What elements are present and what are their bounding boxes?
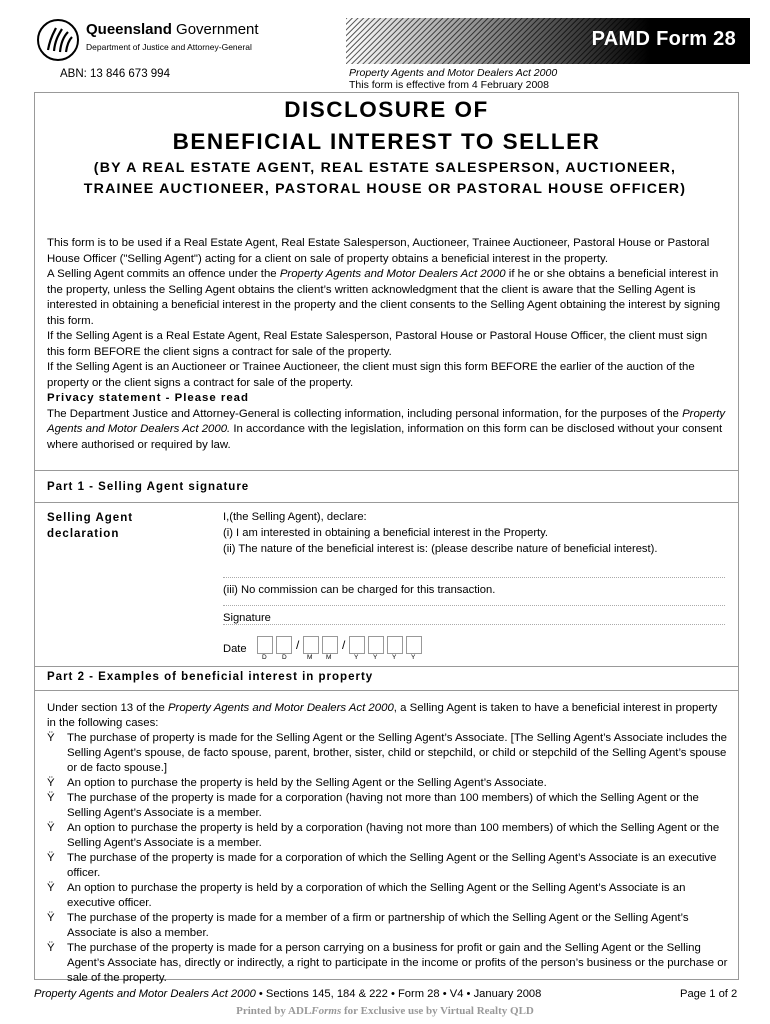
list-item: Ÿ The purchase of the property is made for a corporation of which the Selling Agent or the Selling Agent’s Associate is an executive officer. xyxy=(47,852,717,879)
privacy-statement: The Department Justice and Attorney-General is collecting information, including personal information, for the purposes of the Property Agents and Motor Dealers Act 2000. In accordance with the legislation, information on this form can be disclosed without your consent where authorised or required by law. xyxy=(47,407,726,451)
header-act-name: Property Agents and Motor Dealers Act 2000 xyxy=(349,67,558,79)
declaration-item-iii: (iii) No commission can be charged for this transaction. xyxy=(223,584,496,596)
examples-intro: Under section 13 of the Property Agents and Motor Dealers Act 2000, a Selling Agent is taken to have a beneficial interest in property in the following cases: xyxy=(47,702,718,729)
list-item: Ÿ The purchase of the property is made for a person carrying on a business for profit or gain and the Selling Agent or the Selling Agent’s Associate has, directly or indirectly, a right to participate in the income or profits of the person’s business or the purchase or sale of the property. xyxy=(47,942,728,984)
date-separator: / xyxy=(296,638,300,652)
date-letter: D xyxy=(282,654,287,661)
signature-label: Signature xyxy=(223,612,271,624)
form-subtitle: (BY A REAL ESTATE AGENT, REAL ESTATE SALESPERSON, AUCTIONEER, TRAINEE AUCTIONEER, PASTORAL HOUSE OR PASTORAL HOUSE OFFICER) xyxy=(83,160,687,197)
footer-reference: Property Agents and Motor Dealers Act 2000 • Sections 145, 184 & 222 • Form 28 • V4 • January 2008 xyxy=(34,988,542,1000)
date-year-box[interactable] xyxy=(387,636,403,654)
declaration-item-i: (i) I am interested in obtaining a beneficial interest in the Property. xyxy=(223,527,549,539)
form-title-line1: DISCLOSURE OF xyxy=(284,97,489,122)
date-label: Date xyxy=(223,643,247,655)
date-letter: M xyxy=(307,654,313,661)
date-month-box[interactable] xyxy=(303,636,319,654)
date-letter: Y xyxy=(354,654,359,661)
list-item: Ÿ The purchase of property is made for the Selling Agent or the Selling Agent’s Associate. [The Selling Agent’s Associate includes the Selling Agent’s spouse, de facto spouse, parent, brother, sister, child or stepchild, or child or stepchild of the Selling Agent’s spouse or de facto spouse.] xyxy=(47,732,728,774)
divider xyxy=(34,666,739,667)
abn-number: ABN: 13 846 673 994 xyxy=(60,68,170,80)
date-day-box[interactable] xyxy=(276,636,292,654)
date-separator: / xyxy=(342,638,346,652)
date-letter: Y xyxy=(373,654,378,661)
effective-date: This form is effective from 4 February 2008 xyxy=(349,79,549,91)
instruction-para-2: A Selling Agent commits an offence under the Property Agents and Motor Dealers Act 2000 if he or she obtains a beneficial interest in the property, unless the Selling Agent obtains the client’s written acknowledgment that the client is aware that the Selling Agent is interested in obtaining a beneficial interest in the property and the client consents to the Selling Agent obtaining the interest by signing this form. xyxy=(47,268,721,327)
date-month-box[interactable] xyxy=(322,636,338,654)
brand-name: Queensland Government xyxy=(86,21,259,38)
instruction-para-3: If the Selling Agent is a Real Estate Agent, Real Estate Salesperson, Pastoral House or Pastoral House Officer, the client must sign this form BEFORE the client signs a contract for sale of the property. xyxy=(47,330,708,358)
divider-dotted xyxy=(223,605,725,606)
part2-heading: Part 2 - Examples of beneficial interest in property xyxy=(47,671,374,683)
form-title-line2: BENEFICIAL INTEREST TO SELLER xyxy=(172,129,601,154)
date-year-box[interactable] xyxy=(406,636,422,654)
examples-section xyxy=(47,701,729,986)
queensland-government-logo xyxy=(36,18,266,66)
divider xyxy=(34,690,739,691)
printed-by-note: Printed by ADLForms for Exclusive use by Virtual Realty QLD xyxy=(236,1005,534,1017)
form-number: PAMD Form 28 xyxy=(591,28,736,50)
declaration-item-ii: (ii) The nature of the beneficial interest is: (please describe nature of beneficial interest). xyxy=(223,543,658,555)
date-letter: D xyxy=(262,654,267,661)
queensland-crest-icon xyxy=(36,18,80,62)
date-letter: Y xyxy=(411,654,416,661)
date-day-box[interactable] xyxy=(257,636,273,654)
date-year-box[interactable] xyxy=(349,636,365,654)
date-year-box[interactable] xyxy=(368,636,384,654)
declaration-label: Selling Agent declaration xyxy=(47,512,134,540)
signature-field[interactable] xyxy=(223,624,725,625)
part1-heading: Part 1 - Selling Agent signature xyxy=(47,481,250,493)
page-number: Page 1 of 2 xyxy=(680,988,738,1000)
instruction-para-4: If the Selling Agent is an Auctioneer or Trainee Auctioneer, the client must sign this form BEFORE the earlier of the auction of the property or the client signs a contract for sale of the property. xyxy=(47,361,695,389)
list-item: Ÿ The purchase of the property is made for a corporation (having not more than 100 members) of which the Selling Agent or the Selling Agent’s Associate is a member. xyxy=(47,792,699,819)
declaration-intro: I,(the Selling Agent), declare: xyxy=(223,511,367,523)
divider xyxy=(34,470,739,471)
list-item: Ÿ An option to purchase the property is held by a corporation of which the Selling Agent or the Selling Agent’s Associate is an executive officer. xyxy=(47,882,686,909)
instruction-para-1: This form is to be used if a Real Estate Agent, Real Estate Salesperson, Auctioneer, Trainee Auctioneer, Pastoral House or Pastoral House Officer ("Selling Agent") acting for a client on sale of property obtains a beneficial interest in the property. xyxy=(47,237,710,265)
date-letter: Y xyxy=(392,654,397,661)
privacy-heading: Privacy statement - Please read xyxy=(47,392,249,404)
form-banner xyxy=(346,18,750,64)
instructions xyxy=(47,236,727,453)
date-letter: M xyxy=(326,654,332,661)
divider xyxy=(34,502,739,503)
list-item: Ÿ The purchase of the property is made for a member of a firm or partnership of which the Selling Agent or the Selling Agent’s Associate is also a member. xyxy=(47,912,689,939)
list-item: Ÿ An option to purchase the property is held by a corporation (having not more than 100 members) of which the Selling Agent or the Selling Agent’s Associate is a member. xyxy=(47,822,720,849)
beneficial-interest-field[interactable] xyxy=(223,577,725,578)
department-name: Department of Justice and Attorney-General xyxy=(86,42,252,52)
list-item: Ÿ An option to purchase the property is held by the Selling Agent or the Selling Agent’s Associate. xyxy=(47,777,547,789)
